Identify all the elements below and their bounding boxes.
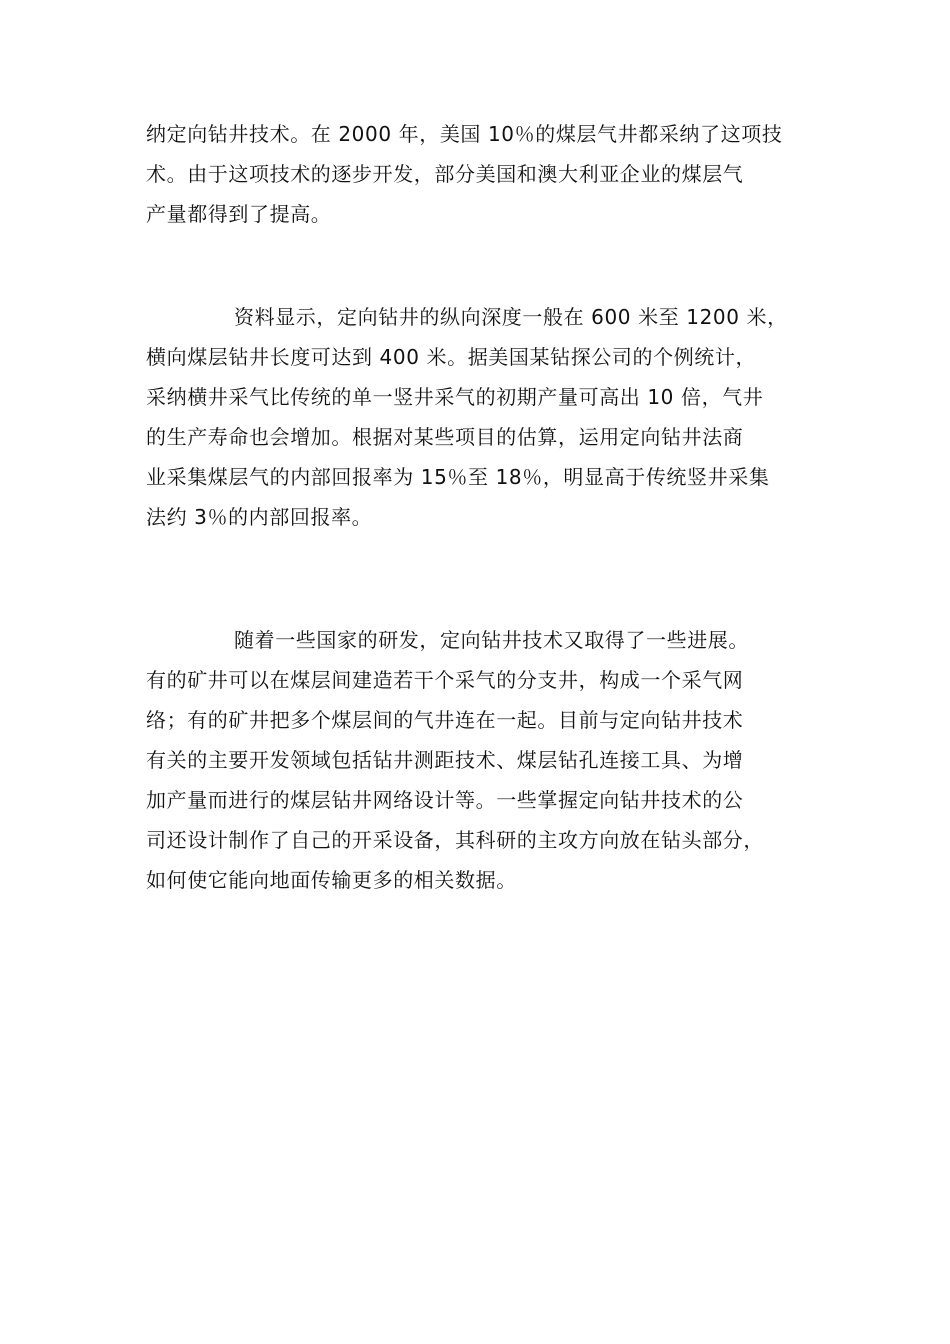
- text-line: 术。由于这项技术的逐步开发，部分美国和澳大利亚企业的煤层气: [146, 162, 744, 186]
- text-line: 业采集煤层气的内部回报率为 15％至 18％，明显高于传统竖井采集: [146, 465, 770, 489]
- paragraph-1: [146, 114, 836, 234]
- text-line: 有的矿井可以在煤层间建造若干个采气的分支井，构成一个采气网: [146, 668, 744, 692]
- text-line: 法约 3％的内部回报率。: [146, 505, 373, 529]
- text-line: 络；有的矿井把多个煤层间的气井连在一起。目前与定向钻井技术: [146, 708, 744, 732]
- text-line: 如何使它能向地面传输更多的相关数据。: [146, 868, 517, 892]
- text-line: 随着一些国家的研发，定向钻井技术又取得了一些进展。: [234, 628, 749, 652]
- text-line: 产量都得到了提高。: [146, 202, 332, 226]
- text-line: 采纳横井采气比传统的单一竖井采气的初期产量可高出 10 倍，气井: [146, 385, 764, 409]
- text-line: 有关的主要开发领域包括钻井测距技术、煤层钻孔连接工具、为增: [146, 748, 744, 772]
- text-line: 纳定向钻井技术。在 2000 年，美国 10％的煤层气井都采纳了这项技: [146, 122, 783, 146]
- paragraph-3: [146, 620, 836, 900]
- text-line: 司还设计制作了自己的开采设备，其科研的主攻方向放在钻头部分，: [146, 828, 764, 852]
- text-line: 加产量而进行的煤层钻井网络设计等。一些掌握定向钻井技术的公: [146, 788, 744, 812]
- text-line: 资料显示，定向钻井的纵向深度一般在 600 米至 1200 米，: [234, 305, 788, 329]
- text-line: 横向煤层钻井长度可达到 400 米。据美国某钻探公司的个例统计，: [146, 345, 757, 369]
- text-line: 的生产寿命也会增加。根据对某些项目的估算，运用定向钻井法商: [146, 425, 744, 449]
- paragraph-2: [146, 297, 836, 537]
